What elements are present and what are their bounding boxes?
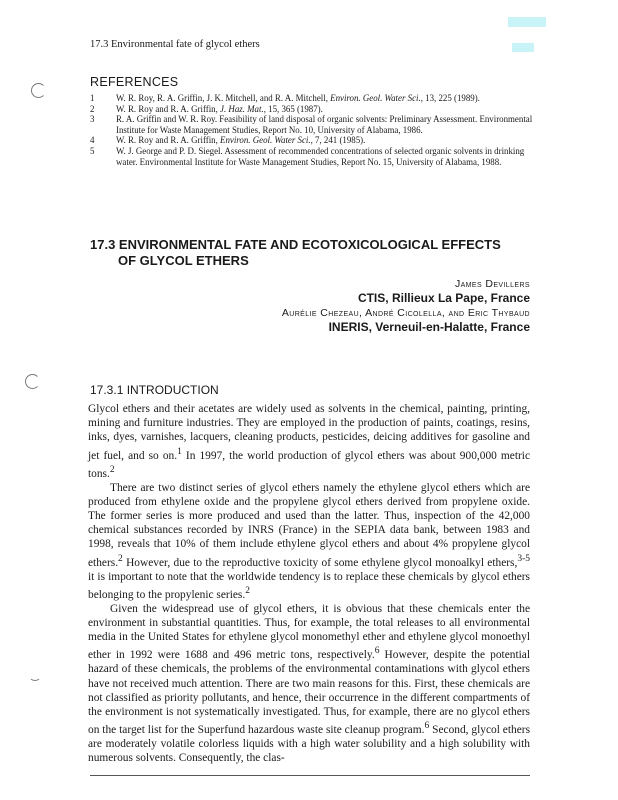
- citation-superscript: 2: [245, 585, 250, 596]
- reference-text: R. A. Griffin and W. R. Roy. Feasibility of land disposal of organic solvents: Preliminary Assessment. Environmental Institute for Waste Management Studies, Report No. 10, University of Alabama, 1986.: [116, 114, 535, 135]
- binder-hole-mark: [31, 83, 46, 98]
- reference-number: 5: [90, 145, 95, 156]
- author-affiliation: INERIS, Verneuil-en-Halatte, France: [328, 320, 530, 334]
- reference-citation: , 7, 241 (1985).: [310, 135, 366, 146]
- reference-item: [90, 93, 540, 104]
- reference-citation: , 13, 225 (1989).: [420, 93, 480, 103]
- paragraph-text: There are two distinct series of glycol ethers namely the ethylene glycol ethers which are produced from ethylene oxide and the propylene glycol ethers derived from propylene oxide. The former series is more produced and used than the latter. Thus, inspection of the 42,000 chemical substances recorded by INRS (France) in the SEPIA data bank, between 1983 and 1998, reveals that 10% of them include ethylene glycol ethers and about 4% propylene glycol ethers.: [88, 481, 530, 569]
- scan-highlight-mark: [512, 43, 534, 52]
- citation-superscript: 2: [118, 553, 123, 564]
- citation-superscript: 3-5: [517, 553, 530, 564]
- running-head: 17.3 Environmental fate of glycol ethers: [90, 39, 260, 50]
- reference-number: 3: [90, 114, 95, 125]
- citation-superscript: 6: [374, 646, 380, 657]
- reference-journal: Environ. Geol. Water Sci.: [220, 135, 311, 146]
- paragraph: [88, 602, 530, 766]
- section-title: [90, 237, 530, 269]
- reference-number: 1: [90, 93, 95, 103]
- reference-item: [90, 146, 540, 167]
- binder-hole-mark: [29, 671, 41, 681]
- reference-number: 2: [90, 103, 95, 114]
- reference-number: 4: [90, 135, 95, 146]
- reference-item: [90, 104, 540, 115]
- reference-citation: , 15, 365 (1987).: [263, 103, 323, 114]
- reference-text: W. R. Roy, R. A. Griffin, J. K. Mitchell, and R. A. Mitchell,: [116, 93, 331, 103]
- reference-text: W. R. Roy and R. A. Griffin,: [116, 103, 221, 114]
- paragraph-text: However, due to the reproductive toxicity of some ethylene glycol monoalkyl ethers,: [122, 556, 518, 569]
- author-name: James Devillers: [454, 278, 530, 290]
- paragraph-text: Second, glycol ethers are moderately volatile colorless liquids with a high water solubility and a high solubility with numerous solvents. Consequently, the clas-: [88, 724, 530, 765]
- paragraph: [88, 481, 530, 602]
- paragraph-text: In 1997, the world production of glycol ethers was about 900,000 metric tons.: [88, 449, 531, 480]
- section-title-line: OF GLYCOL ETHERS: [118, 253, 249, 268]
- author-name: Aurélie Chezeau, André Cicolella, and Eric Thybaud: [281, 307, 530, 319]
- author-affiliation: CTIS, Rillieux La Pape, France: [357, 291, 530, 305]
- references-list: [90, 93, 540, 167]
- paragraph-text: However, despite the potential hazard of these chemicals, the problems of the environmental contaminations with glycol ethers have not received much attention. There are two main reasons for this. First, these chemicals are not classified as priority pollutants, and hence, their occurrence in the different compartments of the environment is not systematically investigated. Thus, for example, there are no glycol ethers on the target list for the Superfund hazardous waste site cleanup program.: [88, 649, 530, 737]
- references-heading: REFERENCES: [90, 75, 179, 89]
- reference-journal: Environ. Geol. Water Sci.: [330, 93, 421, 103]
- footer-rule: [90, 775, 530, 776]
- subsection-title: 17.3.1 INTRODUCTION: [90, 383, 219, 397]
- reference-item: [90, 135, 540, 146]
- body-text: [88, 402, 530, 766]
- paragraph-text: Given the widespread use of glycol ethers, it is obvious that these chemicals enter the environment in substantial quantities. Thus, for example, the total releases to all environmental media in the United States for ethylene glycol monomethyl ether and ethylene glycol monoethyl ether in 1992 were 1688 and 496 metric tons, respectively.: [88, 602, 530, 662]
- reference-text: W. R. Roy and R. A. Griffin,: [116, 135, 221, 146]
- section-title-line: 17.3 ENVIRONMENTAL FATE AND ECOTOXICOLOGICAL EFFECTS: [90, 237, 501, 252]
- reference-journal: J. Haz. Mat.: [220, 103, 264, 114]
- reference-text: W. J. George and P. D. Siegel. Assessment of recommended concentrations of selected organic solvents in drinking water. Environmental Institute for Waste Management Studies, Report No. 15, University of Alabama, 1988.: [116, 145, 527, 167]
- citation-superscript: 2: [109, 464, 115, 475]
- citation-superscript: 6: [424, 721, 430, 732]
- scan-highlight-mark: [508, 17, 546, 27]
- paragraph: [88, 402, 530, 481]
- binder-hole-mark: [25, 374, 40, 389]
- citation-superscript: 1: [177, 446, 182, 457]
- paragraph-text: it is important to note that the worldwide tendency is to replace these chemicals by glycol ethers belonging to the propylenic series.: [88, 570, 530, 601]
- paragraph-text: Glycol ethers and their acetates are widely used as solvents in the chemical, painting, printing, mining and furniture industries. They are employed in the production of paints, coatings, resins, inks, dyes, varnishes, lacquers, cleaning products, pesticides, deicing additives for gasoline and jet fuel, and so on.: [88, 403, 530, 462]
- reference-item: [90, 114, 540, 135]
